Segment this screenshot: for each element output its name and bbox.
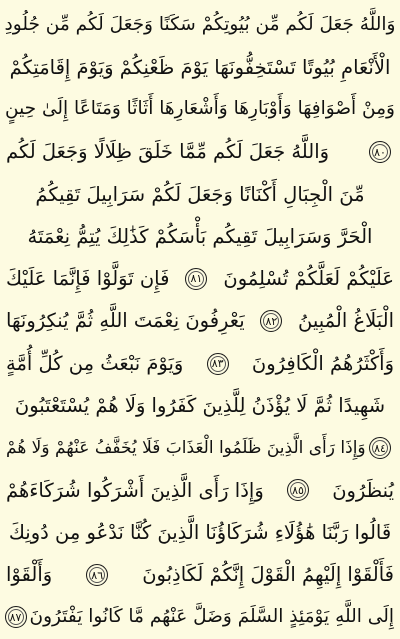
verse-text: وَيَوْمَ نَبْعَثُ مِن كُلِّ أُمَّةٍ (6, 351, 184, 375)
text-line (0, 131, 400, 173)
verse-text: الْحَرَّ وَسَرَابِيلَ تَقِيكُم بَأْسَكُمْ كَذَٰلِكَ يُتِمُّ نِعْمَتَهُ (27, 224, 373, 248)
verse-text: وَأَكْثَرُهُمُ الْكَافِرُونَ (251, 351, 394, 375)
text-line (0, 215, 400, 257)
verse-text: إِلَى اللَّهِ يَوْمَئِذٍ السَّلَمَ وَضَلَّ عَنْهُم مَّا كَانُوا يَفْتَرُونَ (29, 606, 394, 628)
verse-text: وَإِذَا رَأَى الَّذِينَ أَشْرَكُوا شُرَكَاءَهُمْ (6, 478, 264, 502)
text-line (0, 512, 400, 554)
text-line (0, 300, 400, 342)
ayah-number-marker: ٨٧ (5, 606, 27, 628)
text-line (0, 89, 400, 131)
ayah-number-marker: ٨١ (185, 268, 207, 290)
text-line (0, 46, 400, 88)
text-line (0, 596, 400, 638)
ayah-number-marker: ٨٤ (369, 437, 391, 459)
verse-text: وَأَلْقَوْا (6, 563, 53, 587)
verse-text: وَمِنْ أَصْوَافِهَا وَأَوْبَارِهَا وَأَشْعَارِهَا أَثَاثًا وَمَتَاعًا إِلَىٰ حِينٍ (5, 98, 395, 120)
text-line (0, 385, 400, 427)
verse-text: يُنظَرُونَ (332, 478, 394, 502)
verse-text: فَإِن تَوَلَّوْا فَإِنَّمَا عَلَيْكَ (6, 267, 170, 291)
verse-text: فَأَلْقَوْا إِلَيْهِمُ الْقَوْلَ إِنَّكُمْ لَكَاذِبُونَ (142, 563, 394, 587)
verse-text: الْبَلَاغُ الْمُبِينُ (298, 309, 394, 333)
verse-text: قَالُوا رَبَّنَا هَٰؤُلَاءِ شُرَكَاؤُنَا الَّذِينَ كُنَّا نَدْعُو مِن دُونِكَ (8, 520, 392, 544)
ayah-number-marker: ٨٠ (369, 141, 391, 163)
ayah-number-marker: ٨٣ (207, 353, 229, 375)
ayah-number-marker: ٨٢ (260, 310, 282, 332)
verse-text: وَاللَّهُ جَعَلَ لَكُم مِّن بُيُوتِكُمْ سَكَنًا وَجَعَلَ لَكُم مِّن جُلُودِ (4, 13, 396, 35)
verse-text: وَإِذَا رَأَى الَّذِينَ ظَلَمُوا الْعَذَابَ فَلَا يُخَفَّفُ عَنْهُمْ وَلَا هُمْ (6, 437, 366, 458)
verse-text: شَهِيدًا ثُمَّ لَا يُؤْذَنُ لِلَّذِينَ كَفَرُوا وَلَا هُمْ يُسْتَعْتَبُونَ (14, 394, 386, 418)
text-line (0, 554, 400, 596)
text-line (0, 469, 400, 511)
text-line (0, 258, 400, 300)
verse-text: يَعْرِفُونَ نِعْمَتَ اللَّهِ ثُمَّ يُنكِرُونَهَا (6, 309, 245, 333)
verse-text: عَلَيْكُمْ لَعَلَّكُمْ تُسْلِمُونَ (223, 267, 394, 291)
verse-text: الْأَنْعَامِ بُيُوتًا تَسْتَخِفُّونَهَا يَوْمَ ظَعْنِكُمْ وَيَوْمَ إِقَامَتِكُمْ (9, 55, 391, 79)
text-line (0, 4, 400, 46)
text-line (0, 427, 400, 469)
ayah-number-marker: ٨٥ (287, 479, 309, 501)
verse-text: وَاللَّهُ جَعَلَ لَكُم مِّمَّا خَلَقَ ظِلَالًا وَجَعَلَ لَكُم (6, 140, 330, 164)
text-line (0, 342, 400, 384)
text-line (0, 173, 400, 215)
verse-text: مِّنَ الْجِبَالِ أَكْنَانًا وَجَعَلَ لَكُمْ سَرَابِيلَ تَقِيكُمُ (35, 182, 365, 206)
ayah-number-marker: ٨٦ (86, 564, 108, 586)
